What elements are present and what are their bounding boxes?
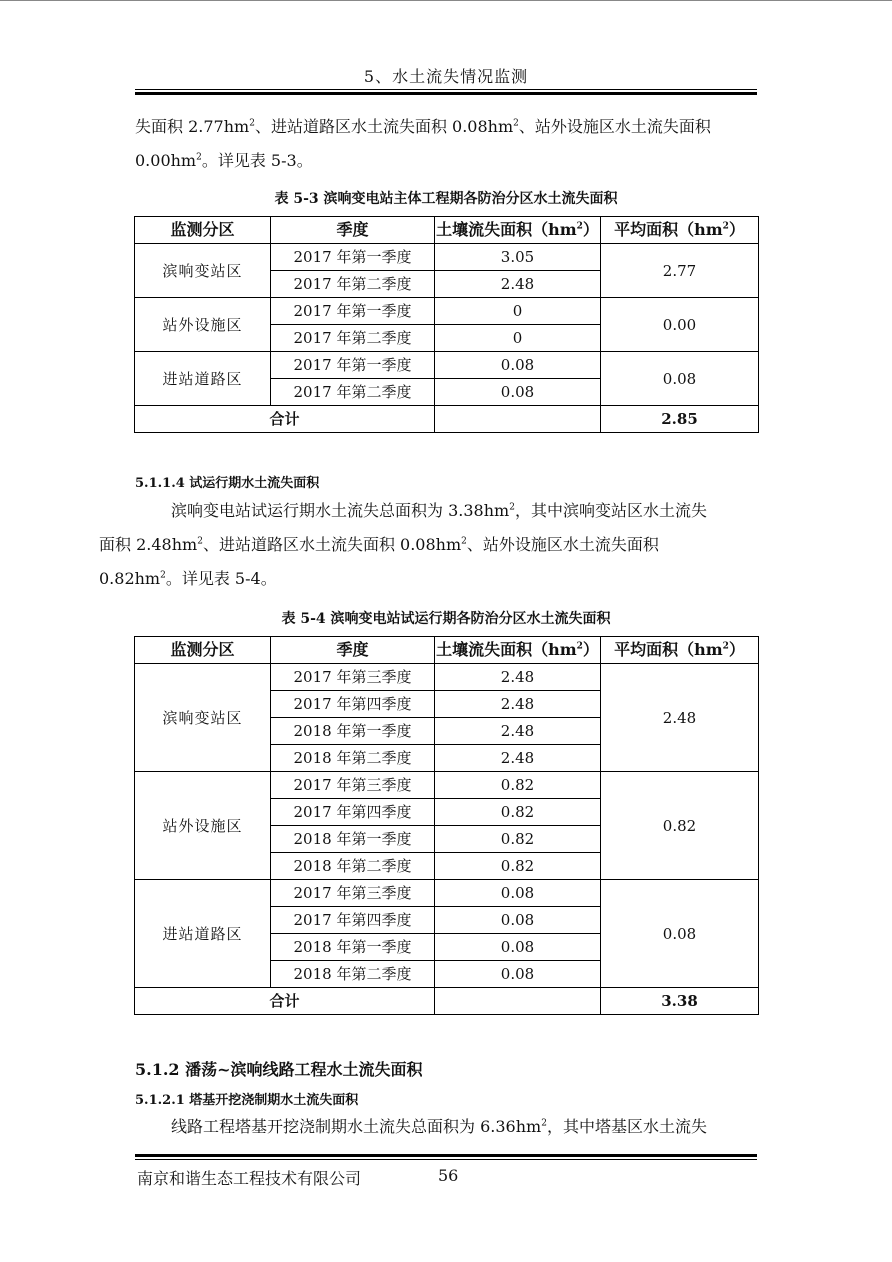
zone-cell: 滨响变站区	[135, 244, 271, 298]
table-5-4	[134, 636, 759, 1015]
table-row	[135, 772, 759, 799]
area-cell: 0.08	[435, 880, 601, 907]
table-header-row	[135, 637, 759, 664]
col-header-zone: 监测分区	[135, 637, 271, 664]
avg-cell: 2.48	[601, 664, 759, 772]
area-cell: 3.05	[435, 244, 601, 271]
footer-rule-thin	[135, 1159, 757, 1160]
avg-cell: 0.00	[601, 298, 759, 352]
table-total-row	[135, 406, 759, 433]
zone-cell: 站外设施区	[135, 772, 271, 880]
table-header-row	[135, 217, 759, 244]
col-header-avg: 平均面积$(hm^2)$	[601, 217, 759, 244]
quarter-cell: 2017 年第一季度	[271, 244, 435, 271]
table-row	[135, 298, 759, 325]
area-cell: 2.48	[435, 271, 601, 298]
quarter-cell: 2017 年第三季度	[271, 664, 435, 691]
quarter-cell: 2018 年第二季度	[271, 745, 435, 772]
col-header-area: 土壤流失面积$(hm^2)$	[435, 637, 601, 664]
area-cell: 0.82	[435, 772, 601, 799]
total-value: 3.38	[601, 988, 759, 1015]
table-row	[135, 880, 759, 907]
section-5-1-2-heading: 5.1.2 潘荡~滨响线路工程水土流失面积	[135, 1060, 423, 1079]
quarter-cell: 2017 年第三季度	[271, 880, 435, 907]
table-row	[135, 244, 759, 271]
zone-cell: 进站道路区	[135, 352, 271, 406]
quarter-cell: 2017 年第二季度	[271, 271, 435, 298]
section-5-1-1-4-heading: 5.1.1.4 试运行期水土流失面积	[135, 476, 320, 491]
total-label: 合计	[135, 406, 435, 433]
area-cell: 2.48	[435, 745, 601, 772]
quarter-cell: 2018 年第一季度	[271, 826, 435, 853]
header-rule-thick	[135, 92, 757, 95]
col-header-area: 土壤流失面积$(hm^2)$	[435, 217, 601, 244]
zone-cell: 站外设施区	[135, 298, 271, 352]
area-cell: 0.08	[435, 934, 601, 961]
table-5-3	[134, 216, 759, 433]
zone-cell: 滨响变站区	[135, 664, 271, 772]
running-header: 5、水土流失情况监测	[363, 67, 529, 86]
quarter-cell: 2017 年第二季度	[271, 379, 435, 406]
quarter-cell: 2017 年第四季度	[271, 691, 435, 718]
quarter-cell: 2018 年第二季度	[271, 961, 435, 988]
quarter-cell: 2017 年第四季度	[271, 799, 435, 826]
header-rule-thin	[135, 89, 757, 90]
section-5-1-2-1-paragraph: 线路工程塔基开挖浇制期水土流失总面积为 $6.36hm^2$，其中塔基区水土流失	[171, 1117, 707, 1136]
avg-cell: 2.77	[601, 244, 759, 298]
col-header-quarter: 季度	[271, 217, 435, 244]
quarter-cell: 2018 年第一季度	[271, 718, 435, 745]
table-total-row	[135, 988, 759, 1015]
avg-cell: 0.08	[601, 880, 759, 988]
area-cell: 2.48	[435, 664, 601, 691]
total-empty-cell	[435, 988, 601, 1015]
section-5-1-2-1-heading: 5.1.2.1 塔基开挖浇制期水土流失面积	[135, 1093, 359, 1108]
quarter-cell: 2017 年第二季度	[271, 325, 435, 352]
table-5-3-caption: 表 5-3 滨响变电站主体工程期各防治分区水土流失面积	[274, 191, 618, 207]
table-row	[135, 352, 759, 379]
total-empty-cell	[435, 406, 601, 433]
zone-cell: 进站道路区	[135, 880, 271, 988]
quarter-cell: 2018 年第二季度	[271, 853, 435, 880]
col-header-avg: 平均面积$(hm^2)$	[601, 637, 759, 664]
footer-rule-thick	[135, 1154, 757, 1157]
area-cell: 0.82	[435, 799, 601, 826]
total-label: 合计	[135, 988, 435, 1015]
total-value: 2.85	[601, 406, 759, 433]
area-cell: 0.08	[435, 352, 601, 379]
area-cell: 0.82	[435, 853, 601, 880]
col-header-zone: 监测分区	[135, 217, 271, 244]
quarter-cell: 2017 年第四季度	[271, 907, 435, 934]
area-cell: 2.48	[435, 691, 601, 718]
page-top-edge	[0, 0, 892, 1]
intro-paragraph: 失面积 $2.77hm^2$、进站道路区水土流失面积 $0.08hm^2$、站外设施区水土流失面积 $0.00hm^2$。详见表 5-3。	[135, 117, 711, 170]
area-cell: 2.48	[435, 718, 601, 745]
quarter-cell: 2017 年第一季度	[271, 298, 435, 325]
avg-cell: 0.82	[601, 772, 759, 880]
area-cell: 0	[435, 325, 601, 352]
page-number: 56	[438, 1166, 459, 1185]
col-header-quarter: 季度	[271, 637, 435, 664]
area-cell: 0.08	[435, 379, 601, 406]
area-cell: 0	[435, 298, 601, 325]
area-cell: 0.82	[435, 826, 601, 853]
avg-cell: 0.08	[601, 352, 759, 406]
area-cell: 0.08	[435, 961, 601, 988]
table-row	[135, 664, 759, 691]
section-5-1-1-4-paragraph: 滨响变电站试运行期水土流失总面积为 $3.38hm^2$，其中滨响变站区水土流失 面积 $2.48hm^2$、进站道路区水土流失面积 $0.08hm^2$、站外设施区水土流失面积 $0.82hm^2$。详见表 5-4。	[99, 501, 707, 588]
quarter-cell: 2017 年第一季度	[271, 352, 435, 379]
footer-company: 南京和谐生态工程技术有限公司	[137, 1169, 362, 1188]
area-cell: 0.08	[435, 907, 601, 934]
table-5-4-caption: 表 5-4 滨响变电站试运行期各防治分区水土流失面积	[281, 611, 611, 627]
quarter-cell: 2017 年第三季度	[271, 772, 435, 799]
quarter-cell: 2018 年第一季度	[271, 934, 435, 961]
